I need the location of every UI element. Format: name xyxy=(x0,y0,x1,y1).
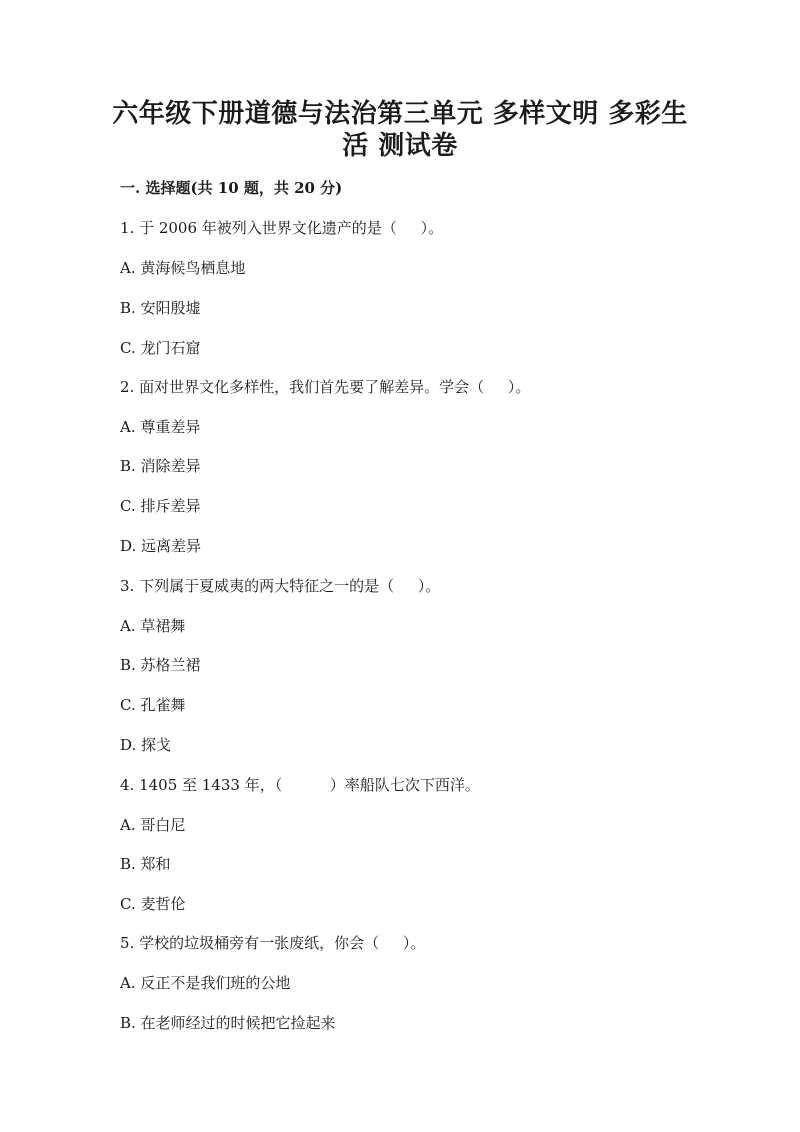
option-3a: A. 草裙舞 xyxy=(120,617,186,635)
document-title-line-1: 六年级下册道德与法治第三单元 多样文明 多彩生 xyxy=(112,99,688,129)
question-3: 3. 下列属于夏威夷的两大特征之一的是（ ）。 xyxy=(120,577,441,595)
option-1c: C. 龙门石窟 xyxy=(120,339,201,357)
option-3b: B. 苏格兰裙 xyxy=(120,656,201,674)
document-title-line-2: 活 测试卷 xyxy=(342,131,458,161)
option-4c: C. 麦哲伦 xyxy=(120,895,186,913)
option-5a: A. 反正不是我们班的公地 xyxy=(120,974,291,992)
question-2: 2. 面对世界文化多样性，我们首先要了解差异。学会（ ）。 xyxy=(120,378,531,396)
option-4a: A. 哥白尼 xyxy=(120,816,186,834)
section-heading: 一. 选择题(共 10 题，共 20 分) xyxy=(120,179,343,197)
question-1: 1. 于 2006 年被列入世界文化遗产的是（ ）。 xyxy=(120,219,444,237)
option-3c: C. 孔雀舞 xyxy=(120,696,186,714)
option-2d: D. 远离差异 xyxy=(120,537,202,555)
option-3d: D. 探戈 xyxy=(120,736,172,754)
option-2b: B. 消除差异 xyxy=(120,457,201,475)
option-1b: B. 安阳殷墟 xyxy=(120,299,201,317)
question-4: 4. 1405 至 1433 年，（ ）率船队七次下西洋。 xyxy=(120,776,480,794)
question-5: 5. 学校的垃圾桶旁有一张废纸，你会（ ）。 xyxy=(120,934,426,952)
option-2a: A. 尊重差异 xyxy=(120,418,201,436)
option-2c: C. 排斥差异 xyxy=(120,497,201,515)
option-4b: B. 郑和 xyxy=(120,855,171,873)
option-1a: A. 黄海候鸟栖息地 xyxy=(120,259,246,277)
option-5b: B. 在老师经过的时候把它捡起来 xyxy=(120,1014,336,1032)
